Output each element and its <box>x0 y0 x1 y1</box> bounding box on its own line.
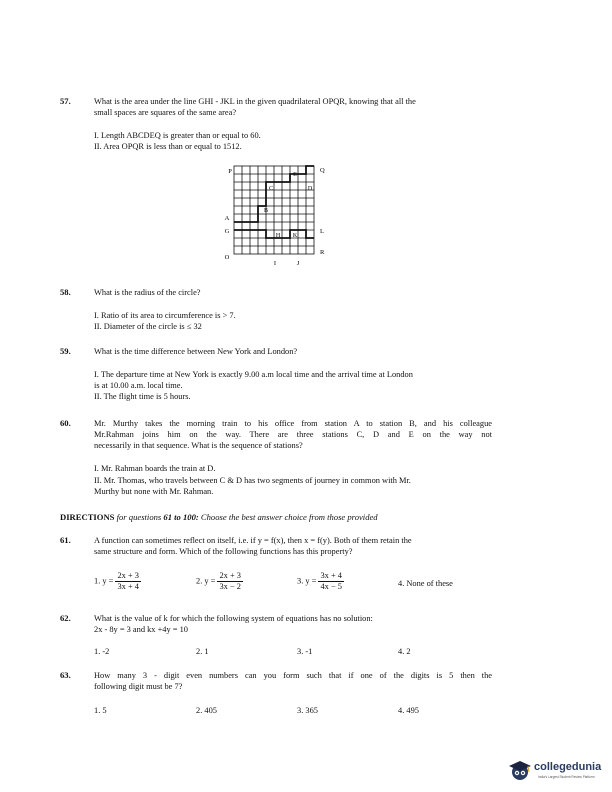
q58-statement-2: II. Diameter of the circle is ≤ 32 <box>94 322 202 331</box>
q57-text-line2: small spaces are squares of the same area? <box>94 108 237 117</box>
q61-option-1-denominator: 3x + 4 <box>117 582 139 591</box>
q58-number: 58. <box>60 287 71 297</box>
q63-number: 63. <box>60 670 71 680</box>
q62-number: 62. <box>60 613 71 623</box>
label-G: G <box>224 228 230 235</box>
q61-text-line2: same structure and form. Which of the following functions has this property? <box>94 547 353 556</box>
q63-option-4: 4. 495 <box>398 706 419 715</box>
label-P: P <box>228 168 232 175</box>
q61-number: 61. <box>60 535 71 545</box>
q61-option-2-prefix: 2. y = <box>196 576 216 586</box>
q62-option-1: 1. -2 <box>94 647 110 656</box>
logo-tagline: India's Largest Student Review Platform <box>538 775 595 779</box>
q62-option-4: 4. 2 <box>398 647 411 656</box>
q61-option-2-numerator: 2x + 3 <box>219 571 241 580</box>
label-D: D <box>307 186 313 192</box>
label-L: L <box>320 228 324 235</box>
q57-text-line1: What is the area under the line GHI - JKL in the given quadrilateral OPQR, knowing that all the <box>94 97 416 106</box>
q61-option-1-prefix: 1. y = <box>94 576 114 586</box>
q61-option-1 <box>94 571 141 592</box>
q61-option-3-fraction <box>318 571 343 592</box>
label-A: A <box>224 215 230 222</box>
label-R: R <box>320 249 325 256</box>
directions-line <box>60 512 378 522</box>
label-J: J <box>296 260 300 267</box>
q58-text: What is the radius of the circle? <box>94 288 201 297</box>
q63-text-line1: How many 3 - digit even numbers can you form such that if one of the digits is 5 then the <box>94 671 492 680</box>
q60-statement-2a: II. Mr. Thomas, who travels between C & D has two segments of journey in common with Mr. <box>94 476 411 485</box>
directions-range: 61 to 100: <box>163 512 199 522</box>
q59-statement-1a: I. The departure time at New York is exactly 9.00 a.m local time and the arrival time at London <box>94 370 413 379</box>
q60-text-line1: Mr. Murthy takes the morning train to his office from station A to station B, and his colleague <box>94 419 492 428</box>
directions-for: for questions <box>116 512 162 522</box>
q61-option-1-fraction <box>115 571 140 592</box>
directions-label: DIRECTIONS <box>60 512 115 522</box>
q59-text: What is the time difference between New York and London? <box>94 347 298 356</box>
q62-option-2: 2. 1 <box>196 647 209 656</box>
q60-statement-1: I. Mr. Rahman boards the train at D. <box>94 464 216 473</box>
q60-text-line2: Mr.Rahman joins him on the way. There are three stations C, D and E on the way not <box>94 430 492 439</box>
q61-option-1-numerator: 2x + 3 <box>117 571 139 580</box>
q62-text-line2: 2x - 8y = 3 and kx +4y = 10 <box>94 625 188 634</box>
label-E: E <box>293 172 297 178</box>
q61-option-2 <box>196 571 243 592</box>
collegedunia-logo <box>508 758 608 782</box>
q57-statement-2: II. Area OPQR is less than or equal to 1512. <box>94 142 242 151</box>
q61-option-3-denominator: 4x − 5 <box>320 582 342 591</box>
q57-grid-lines <box>234 166 314 254</box>
label-B: B <box>263 208 269 214</box>
q63-text-line2: following digit must be 7? <box>94 682 183 691</box>
label-K: K <box>292 233 298 239</box>
q63-option-3: 3. 365 <box>297 706 318 715</box>
q61-text-line1: A function can sometimes reflect on itself, i.e. if y = f(x), then x = f(y). Both of them retain the <box>94 536 412 545</box>
q61-option-3 <box>297 571 344 592</box>
label-O: O <box>224 254 230 261</box>
q62-option-3: 3. -1 <box>297 647 313 656</box>
label-I: I <box>273 260 277 267</box>
q63-option-2: 2. 405 <box>196 706 217 715</box>
label-C: C <box>268 186 274 192</box>
q59-statement-1b: is at 10.00 a.m. local time. <box>94 381 183 390</box>
q57-grid-figure <box>220 158 335 270</box>
q59-number: 59. <box>60 346 71 356</box>
q57-number: 57. <box>60 96 71 106</box>
q63-option-1: 1. 5 <box>94 706 107 715</box>
logo-name: collegedunia <box>534 761 602 773</box>
q61-option-3-numerator: 3x + 4 <box>320 571 342 580</box>
q61-option-2-denominator: 3x − 2 <box>219 582 241 591</box>
q60-number: 60. <box>60 418 71 428</box>
q60-text-line3: necessarily in that sequence. What is the sequence of stations? <box>94 441 303 450</box>
q57-statement-1: I. Length ABCDEQ is greater than or equal to 60. <box>94 131 261 140</box>
q62-text-line1: What is the value of k for which the following system of equations has no solution: <box>94 614 373 623</box>
directions-rest: Choose the best answer choice from those provided <box>200 512 378 522</box>
label-H: H <box>275 233 281 239</box>
q61-option-3-prefix: 3. y = <box>297 576 317 586</box>
q61-option-4: 4. None of these <box>398 579 453 588</box>
graduation-cap-icon <box>508 758 532 782</box>
q60-statement-2b: Murthy but none with Mr. Rahman. <box>94 487 214 496</box>
q59-statement-2: II. The flight time is 5 hours. <box>94 392 191 401</box>
q58-statement-1: I. Ratio of its area to circumference is > 7. <box>94 311 236 320</box>
q61-option-2-fraction <box>217 571 242 592</box>
label-Q: Q <box>320 167 325 174</box>
